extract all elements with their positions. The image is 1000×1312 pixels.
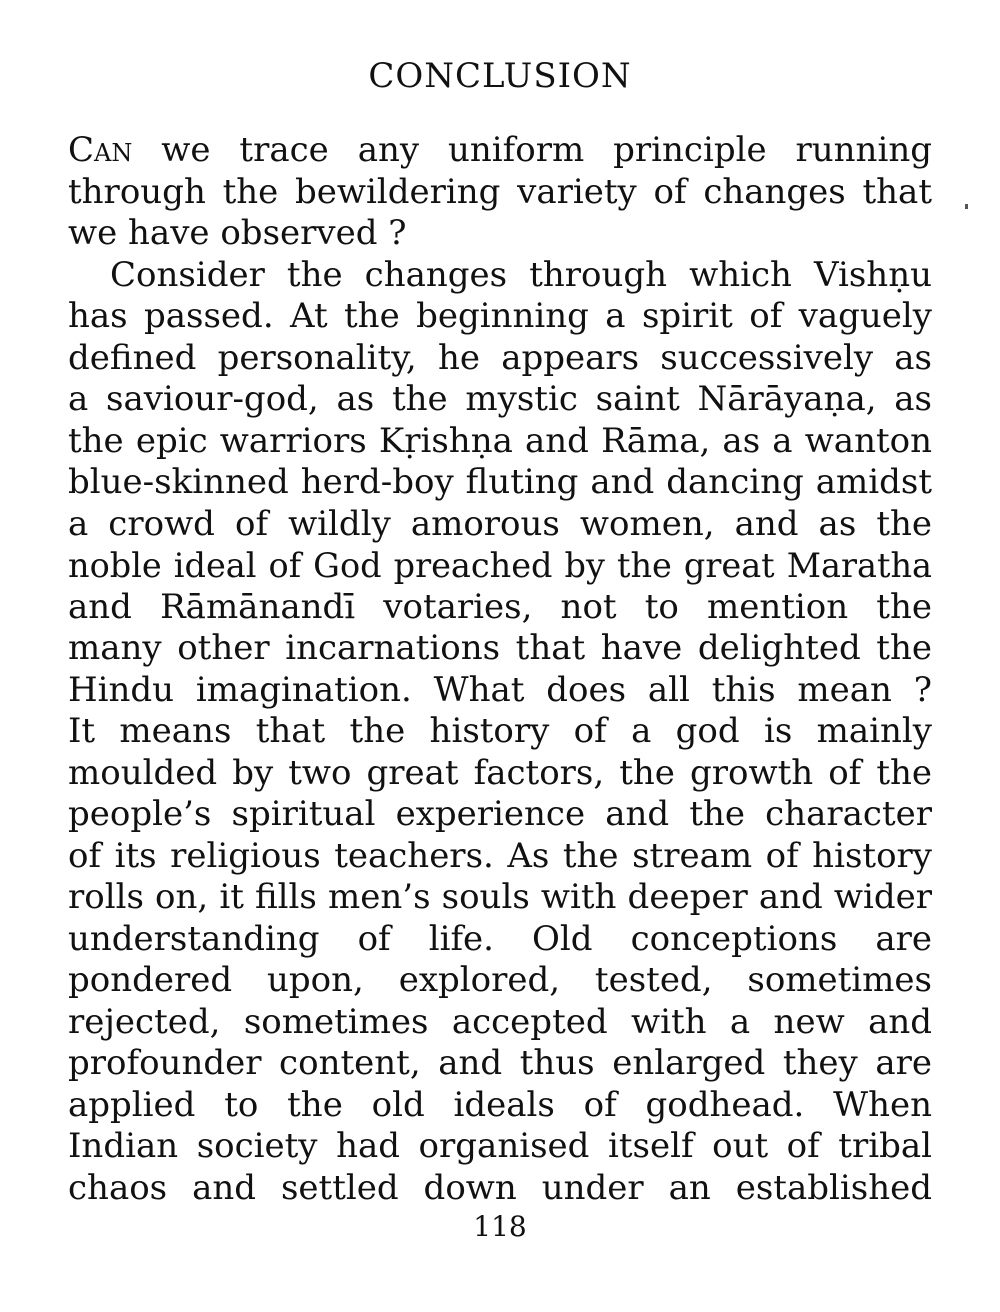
text-line: has passed. At the beginning a spirit of vaguely [68,296,932,336]
chapter-heading: CONCLUSION [368,56,632,96]
text-line: we have observed ? [68,213,407,253]
drop-word: Can [68,130,133,170]
text-line: Consider the changes through which Vishṇu [110,254,932,295]
text-line: a crowd of wildly amorous women, and as the [68,503,932,544]
body-text [68,130,932,1209]
text-line: pondered upon, explored, tested, sometimes [68,960,932,1000]
text-line: the epic warriors Kṛishṇa and Rāma, as a wanton [68,420,932,461]
text-line: understanding of life. Old conceptions are [68,918,932,959]
text-line: through the bewildering variety of changes that [68,171,932,212]
text-line: profounder content, and thus enlarged they are [68,1043,932,1083]
text-line: It means that the history of a god is mainly [68,711,932,751]
text-line: noble ideal of God preached by the great Maratha [68,546,932,585]
text-line: many other incarnations that have delighted the [68,628,932,668]
text-line: blue-skinned herd-boy fluting and dancing amidst [68,462,932,502]
text-line: people’s spiritual experience and the character [68,794,932,834]
print-speck [965,204,968,209]
text-line: a saviour-god, as the mystic saint Nārāyaṇa, as [68,379,932,419]
text-line: moulded by two great factors, the growth of the [68,752,932,793]
text-line: defined personality, he appears successively as [68,337,932,378]
text-line: of its religious teachers. As the stream of history [68,835,932,876]
text-line: rejected, sometimes accepted with a new and [68,1001,932,1042]
text-line: rolls on, it fills men’s souls with deeper and wider [68,877,932,917]
text-line: Can we trace any uniform principle running [68,130,932,170]
page-number: 118 [473,1210,527,1243]
text-line: chaos and settled down under an established [68,1167,932,1208]
text-line: applied to the old ideals of godhead. When [68,1084,932,1125]
text-line: and Rāmānandī votaries, not to mention the [68,586,932,627]
text-line: Indian society had organised itself out of tribal [68,1126,932,1166]
text-line: Hindu imagination. What does all this mean ? [68,669,932,710]
